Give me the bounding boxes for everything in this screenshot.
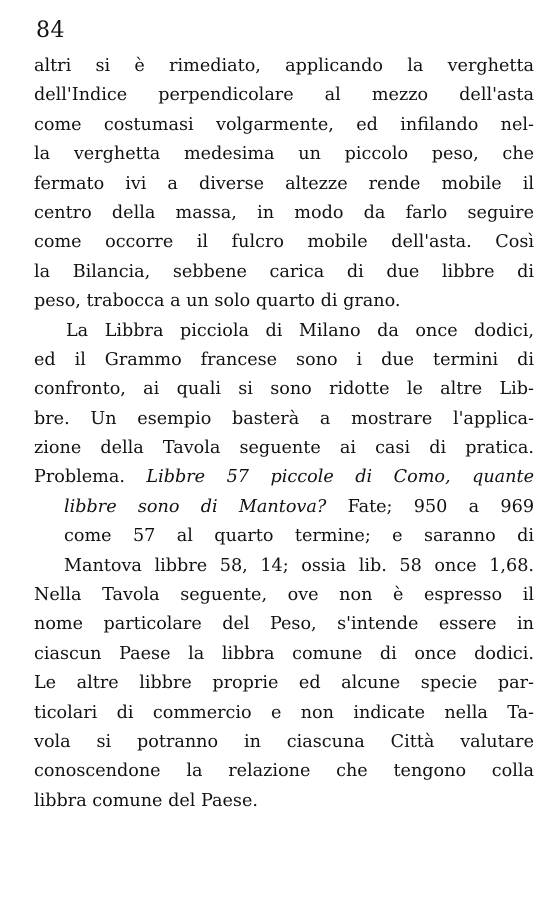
problem-text: Fate; 950 a 969: [326, 496, 535, 517]
page-number: 84: [36, 18, 65, 43]
problem-italic: libbre sono di Mantova?: [64, 496, 327, 517]
text-line: conoscendone la relazione che tengono colla: [34, 761, 534, 782]
problem-label: Problema.: [34, 467, 125, 488]
text-line: Le altre libbre proprie ed alcune specie par-: [34, 673, 534, 694]
text-line: ticolari di commercio e non indicate nella Ta-: [34, 702, 534, 723]
text-line: zione della Tavola seguente ai casi di pratica.: [34, 438, 534, 459]
text-line: bre. Un esempio basterà a mostrare l'applica-: [34, 408, 534, 429]
page-text: [34, 52, 534, 816]
text-line: [34, 493, 534, 522]
text-line: altri si è rimediato, applicando la verghetta: [34, 56, 534, 76]
text-line: ed il Grammo francese sono i due termini di: [34, 349, 534, 370]
text-line: come 57 al quarto termine; e saranno di: [64, 526, 534, 547]
text-line: fermato ivi a diverse altezze rende mobile il: [34, 173, 534, 194]
text-line: La Libbra picciola di Milano da once dodici,: [66, 320, 534, 341]
text-line: dell'Indice perpendicolare al mezzo dell'asta: [34, 85, 534, 106]
text-line: nome particolare del Peso, s'intende essere in: [34, 614, 534, 635]
text-line: ciascun Paese la libbra comune di once dodici.: [34, 643, 534, 664]
text-line: come costumasi volgarmente, ed infilando nel-: [34, 114, 534, 135]
text-line: vola si potranno in ciascuna Città valutare: [34, 731, 534, 752]
problem-italic: Libbre 57 piccole di Como, quante: [124, 467, 534, 488]
text-line: libbra comune del Paese.: [34, 790, 258, 811]
text-line: la verghetta medesima un piccolo peso, che: [34, 144, 534, 165]
text-line: la Bilancia, sebbene carica di due libbre di: [34, 261, 534, 282]
text-line: [34, 463, 534, 492]
text-line: peso, trabocca a un solo quarto di grano.: [34, 291, 401, 312]
text-line: Nella Tavola seguente, ove non è espresso il: [34, 585, 534, 606]
text-line: Mantova libbre 58, 14; ossia lib. 58 once 1,68.: [64, 555, 534, 576]
text-line: confronto, ai quali si sono ridotte le altre Lib-: [34, 379, 534, 400]
text-line: come occorre il fulcro mobile dell'asta. Così: [34, 232, 534, 253]
text-line: centro della massa, in modo da farlo seguire: [34, 202, 534, 223]
